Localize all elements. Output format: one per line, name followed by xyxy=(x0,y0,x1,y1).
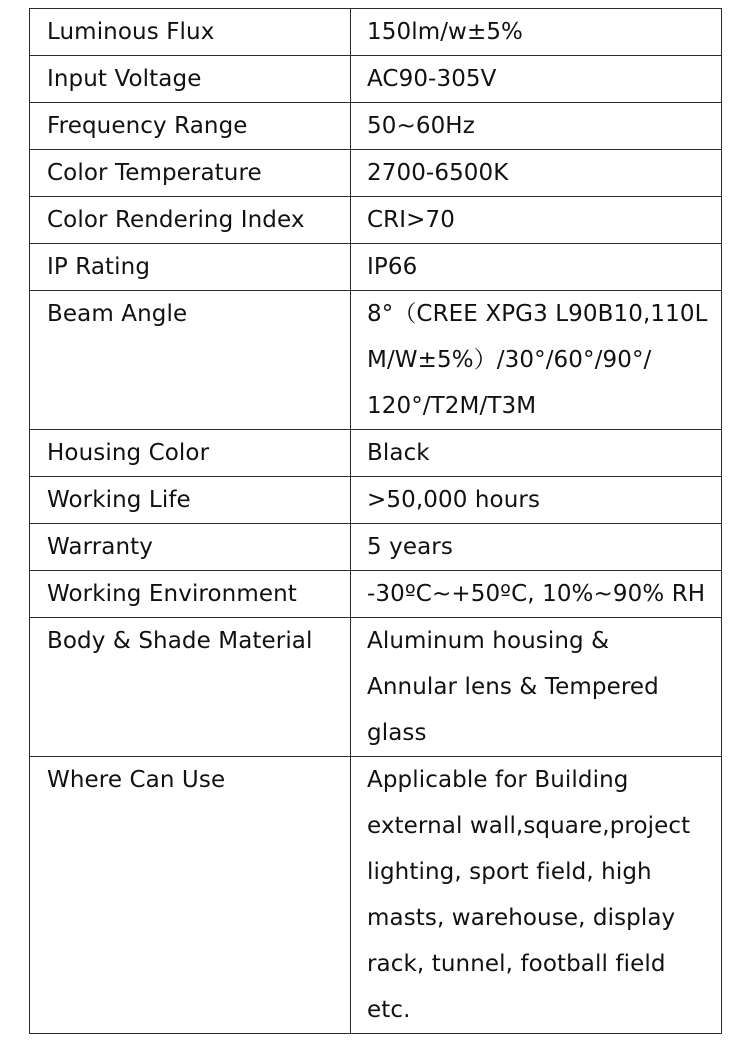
spec-value: 2700-6500K xyxy=(351,150,722,197)
table-row xyxy=(30,291,722,430)
table-row xyxy=(30,103,722,150)
spec-value: 5 years xyxy=(351,524,722,571)
spec-label: Color Rendering Index xyxy=(30,197,351,244)
spec-value: Applicable for Building external wall,square,project lighting, sport field, high masts, warehouse, display rack, tunnel, football field etc. xyxy=(351,757,722,1034)
spec-label: Working Life xyxy=(30,477,351,524)
table-row xyxy=(30,150,722,197)
table-row xyxy=(30,757,722,1034)
spec-label: Input Voltage xyxy=(30,56,351,103)
spec-value: CRI>70 xyxy=(351,197,722,244)
spec-value: >50,000 hours xyxy=(351,477,722,524)
spec-value: 150lm/w±5% xyxy=(351,9,722,56)
spec-value: -30ºC~+50ºC, 10%~90% RH xyxy=(351,571,722,618)
spec-label: Beam Angle xyxy=(30,291,351,430)
spec-label: Working Environment xyxy=(30,571,351,618)
table-row xyxy=(30,618,722,757)
spec-value: Black xyxy=(351,430,722,477)
spec-label: Color Temperature xyxy=(30,150,351,197)
table-row xyxy=(30,9,722,56)
table-row xyxy=(30,477,722,524)
spec-label: Luminous Flux xyxy=(30,9,351,56)
table-row xyxy=(30,56,722,103)
spec-value: Aluminum housing & Annular lens & Tempered glass xyxy=(351,618,722,757)
spec-value: AC90-305V xyxy=(351,56,722,103)
spec-label: IP Rating xyxy=(30,244,351,291)
spec-label: Body & Shade Material xyxy=(30,618,351,757)
spec-value: 50~60Hz xyxy=(351,103,722,150)
spec-label: Frequency Range xyxy=(30,103,351,150)
table-row xyxy=(30,244,722,291)
spec-table xyxy=(29,8,722,1034)
table-row xyxy=(30,197,722,244)
spec-label: Warranty xyxy=(30,524,351,571)
spec-label: Where Can Use xyxy=(30,757,351,1034)
table-row xyxy=(30,571,722,618)
spec-value: 8°（CREE XPG3 L90B10,110L M/W±5%）/30°/60°/90°/ 120°/T2M/T3M xyxy=(351,291,722,430)
table-row xyxy=(30,524,722,571)
table-row xyxy=(30,430,722,477)
spec-label: Housing Color xyxy=(30,430,351,477)
spec-value: IP66 xyxy=(351,244,722,291)
